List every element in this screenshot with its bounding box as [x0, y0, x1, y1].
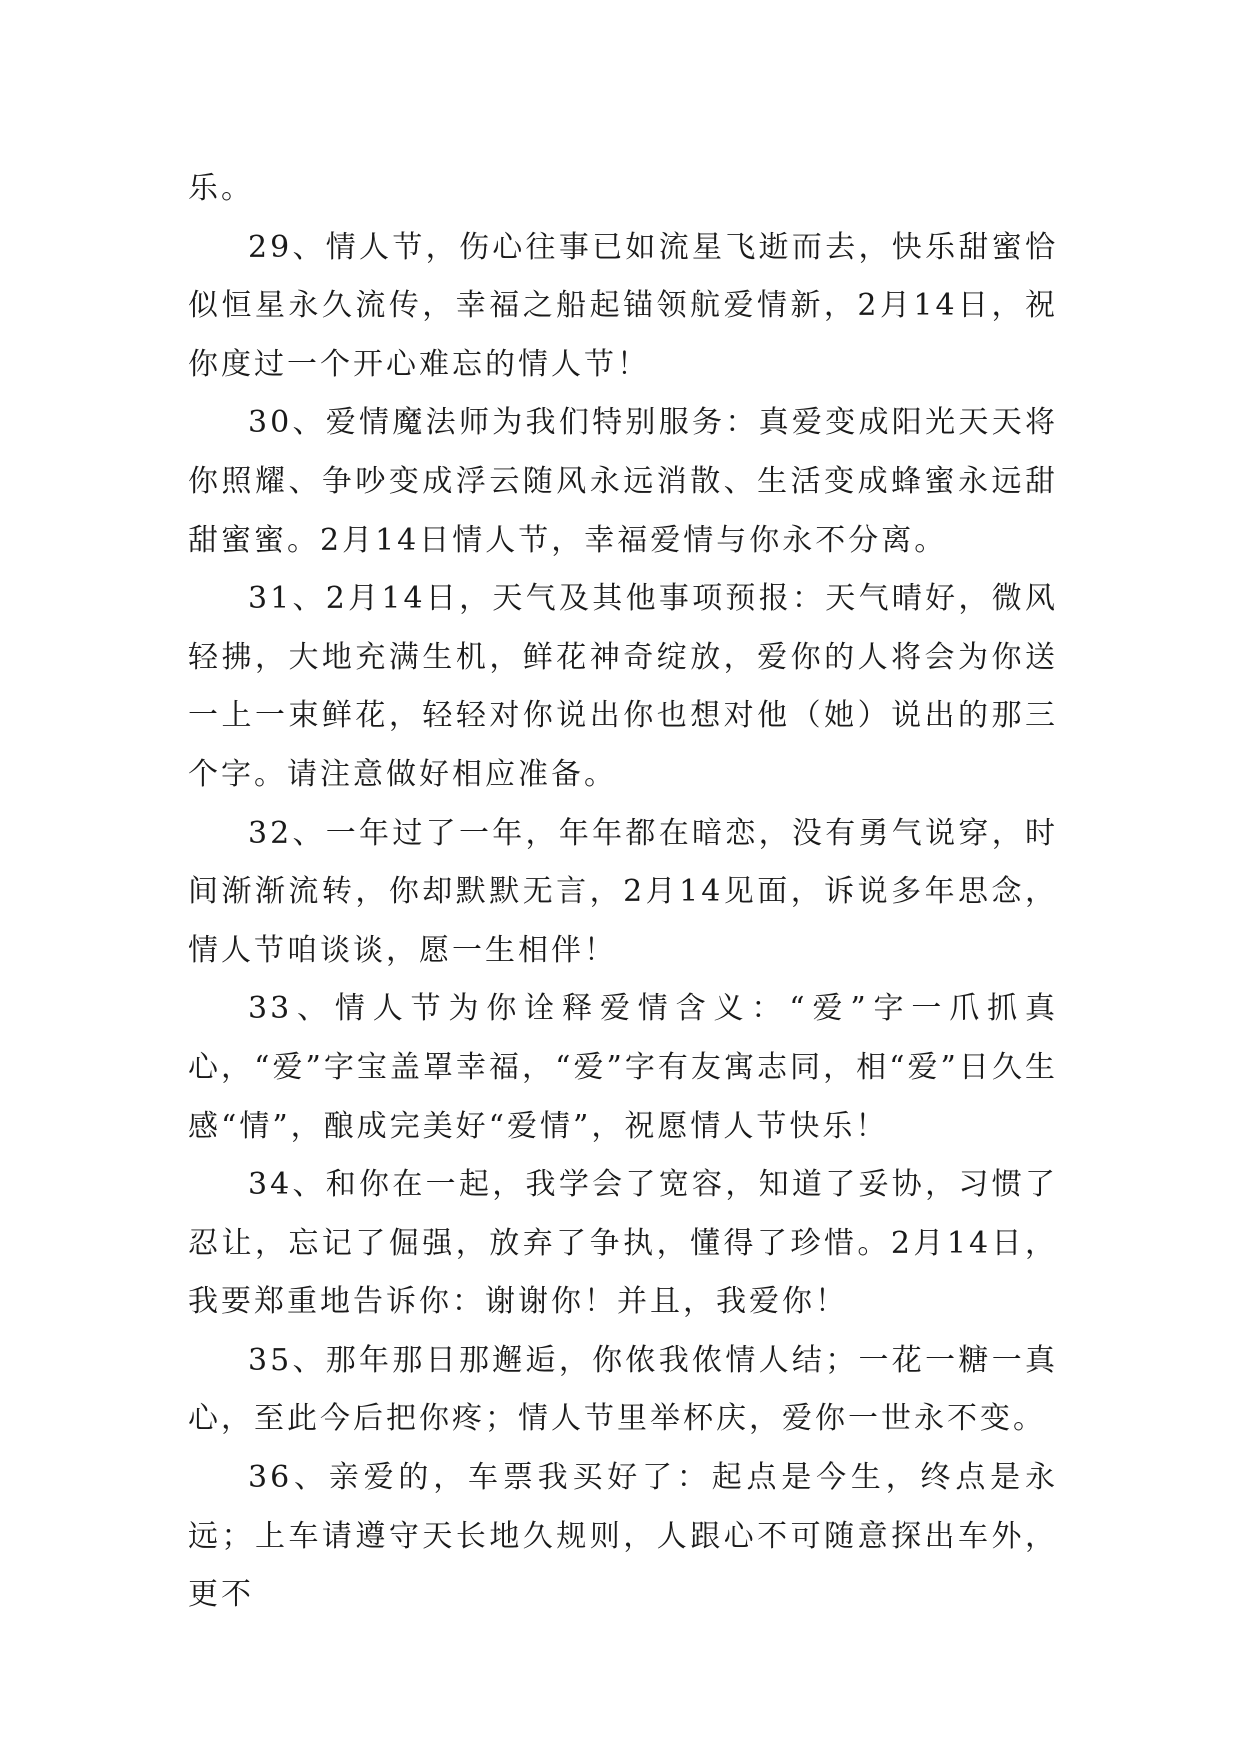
paragraph-35: 35、那年那日那邂逅，你侬我侬情人结；一花一糖一真心，至此今后把你疼；情人节里举杯庆，爱你一世永不变。	[188, 1342, 1058, 1437]
paragraph-continuation: 乐。	[188, 171, 254, 206]
paragraph-32: 32、一年过了一年，年年都在暗恋，没有勇气说穿，时间渐渐流转，你却默默无言，2月14见面，诉说多年思念，情人节咱谈谈，愿一生相伴！	[188, 815, 1058, 968]
paragraph-34: 34、和你在一起，我学会了宽容，知道了妥协，习惯了忍让，忘记了倔强，放弃了争执，懂得了珍惜。2月14日，我要郑重地告诉你：谢谢你！并且，我爱你！	[188, 1167, 1058, 1320]
paragraph-30: 30、爱情魔法师为我们特别服务：真爱变成阳光天天将你照耀、争吵变成浮云随风永远消散、生活变成蜂蜜永远甜甜蜜蜜。2月14日情人节，幸福爱情与你永不分离。	[188, 405, 1058, 558]
paragraph-31: 31、2月14日，天气及其他事项预报：天气晴好，微风轻拂，大地充满生机，鲜花神奇绽放，爱你的人将会为你送一上一束鲜花，轻轻对你说出你也想对他（她）说出的那三个字。请注意做好相应准备。	[188, 581, 1058, 792]
paragraph-29: 29、情人节，伤心往事已如流星飞逝而去，快乐甜蜜恰似恒星永久流传，幸福之船起锚领航爱情新，2月14日，祝你度过一个开心难忘的情人节！	[188, 229, 1058, 382]
paragraph-36: 36、亲爱的，车票我买好了：起点是今生，终点是永远；上车请遵守天长地久规则，人跟心不可随意探出车外，更不	[188, 1460, 1058, 1613]
paragraph-33: 33、情人节为你诠释爱情含义：“爱”字一爪抓真心，“爱”字宝盖罩幸福，“爱”字有友寓志同，相“爱”日久生感“情”，酿成完美好“爱情”，祝愿情人节快乐！	[188, 991, 1058, 1144]
document-body	[188, 160, 1058, 1625]
